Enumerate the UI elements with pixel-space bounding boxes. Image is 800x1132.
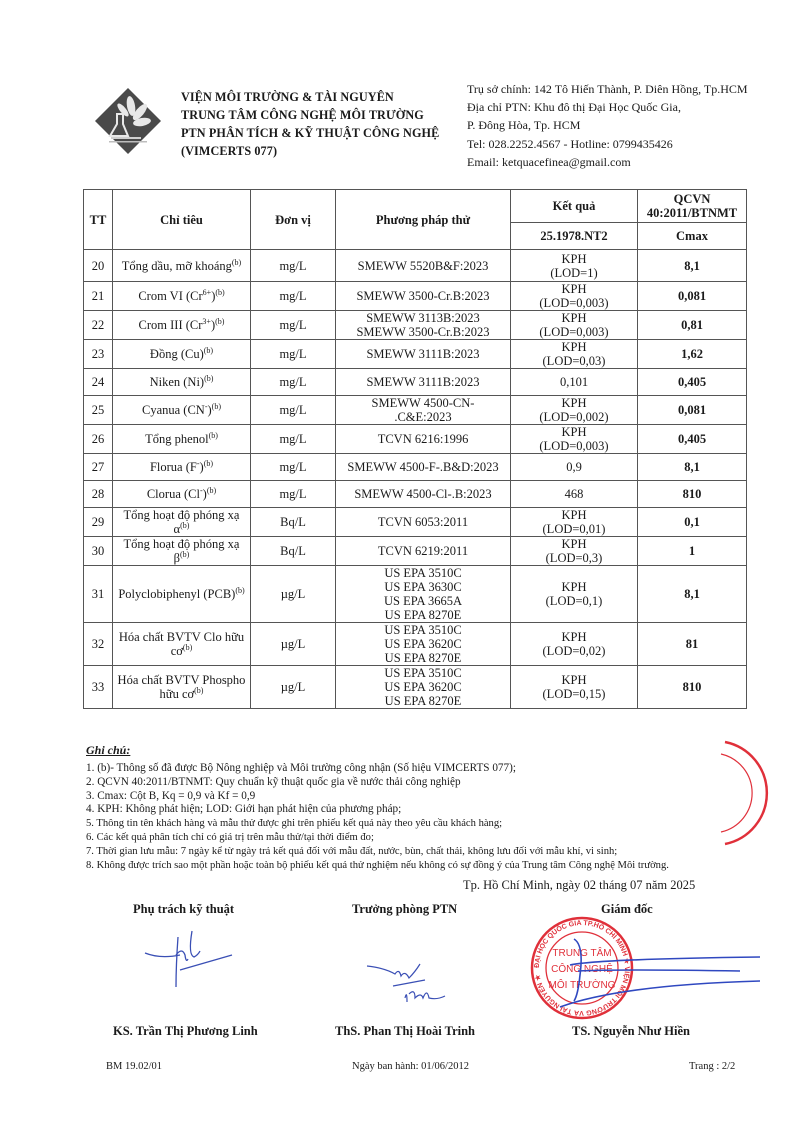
test-method <box>336 508 511 537</box>
header-cmax: Cmax <box>638 223 747 250</box>
method-line: SMEWW 3111B:2023 <box>366 347 480 361</box>
test-method <box>336 481 511 508</box>
row-number: 24 <box>84 369 113 396</box>
accreditation-mark: (b) <box>211 401 221 411</box>
accreditation-mark: (b) <box>215 316 225 326</box>
organization-logo <box>95 88 161 154</box>
stamp-center-text: CÔNG NGHỆ <box>551 964 613 975</box>
table-row <box>84 396 747 425</box>
result-value <box>511 566 638 623</box>
signer-name-director: TS. Nguyễn Như Hiền <box>572 1024 690 1038</box>
method-line: SMEWW 5520B&F:2023 <box>357 258 489 273</box>
row-number: 31 <box>84 566 113 623</box>
org-line: (VIMCERTS 077) <box>181 144 278 158</box>
unit: mg/L <box>251 425 336 454</box>
test-method <box>336 282 511 311</box>
result-value <box>511 666 638 709</box>
method-line: US EPA 3620C <box>384 637 462 651</box>
header-result: Kết quả <box>511 190 638 223</box>
unit: Bq/L <box>251 508 336 537</box>
result-value <box>511 508 638 537</box>
result-line: (LOD=0,02) <box>542 644 606 658</box>
result-line: 0,101 <box>559 375 589 389</box>
test-method <box>336 537 511 566</box>
indicator-name <box>113 566 251 623</box>
indicator-text: Tổng hoạt độ phóng xạ β <box>123 537 240 565</box>
table-row <box>84 454 747 481</box>
method-line: TCVN 6216:1996 <box>377 432 469 446</box>
contact-address: Trụ sở chính: 142 Tô Hiến Thành, P. Diên Hồng, Tp.HCM <box>467 82 748 96</box>
accreditation-mark: (b) <box>235 585 245 595</box>
org-line: TRUNG TÂM CÔNG NGHỆ MÔI TRƯỜNG <box>181 108 424 122</box>
contact-lab-address-2: P. Đông Hòa, Tp. HCM <box>467 118 581 133</box>
signature-director <box>560 935 760 1020</box>
row-number: 27 <box>84 454 113 481</box>
indicator-name <box>113 396 251 425</box>
table-row <box>84 340 747 369</box>
result-line: KPH <box>561 630 587 644</box>
indicator-text: Hóa chất BVTV Clo hữu cơ <box>118 630 245 658</box>
ion-charge: 6+ <box>202 287 212 297</box>
header-method: Phương pháp thử <box>336 190 511 250</box>
method-line: TCVN 6053:2011 <box>377 515 469 529</box>
indicator-text: Niken (Ni) <box>149 375 205 389</box>
method-line: SMEWW 3111B:2023 <box>366 375 480 389</box>
result-line: (LOD=0,002) <box>539 410 609 424</box>
contact-lab-address: Địa chỉ PTN: Khu đô thị Đại Học Quốc Gia, <box>467 100 681 115</box>
method-line: US EPA 3510C <box>384 566 462 580</box>
row-number: 25 <box>84 396 113 425</box>
row-number: 33 <box>84 666 113 709</box>
test-method <box>336 454 511 481</box>
unit: µg/L <box>251 566 336 623</box>
result-line: KPH <box>561 251 587 266</box>
result-value <box>511 311 638 340</box>
indicator-name <box>113 623 251 666</box>
indicator-name <box>113 666 251 709</box>
indicator-name <box>113 369 251 396</box>
result-line: (LOD=0,1) <box>545 594 603 608</box>
indicator-text: ) <box>211 289 216 303</box>
signer-title-director: Giám đốc <box>601 902 653 916</box>
unit: mg/L <box>251 481 336 508</box>
accreditation-mark: (b) <box>194 685 204 695</box>
method-line: SMEWW 3500-Cr.B:2023 <box>356 325 490 339</box>
method-line: US EPA 3510C <box>384 623 462 637</box>
accreditation-mark: (b) <box>203 345 214 355</box>
table-row <box>84 282 747 311</box>
signer-title-lab-head: Trưởng phòng PTN <box>352 902 458 916</box>
result-line: (LOD=0,03) <box>542 354 606 368</box>
accreditation-mark: (b) <box>215 287 225 297</box>
indicator-name <box>113 282 251 311</box>
test-method <box>336 311 511 340</box>
indicator-text: Tổng phenol <box>145 432 209 446</box>
indicator-text: ) <box>210 318 216 332</box>
result-line: (LOD=0,01) <box>542 522 606 536</box>
indicator-name <box>113 311 251 340</box>
result-line: KPH <box>561 673 587 687</box>
unit: Bq/L <box>251 537 336 566</box>
signing-date: Tp. Hồ Chí Minh, ngày 02 tháng 07 năm 2025 <box>463 878 696 892</box>
signature-lab-head <box>365 958 465 1023</box>
results-table <box>83 189 747 709</box>
result-line: 468 <box>564 487 584 501</box>
result-value <box>511 425 638 454</box>
row-number: 20 <box>84 250 113 282</box>
cmax-limit: 0,081 <box>638 396 747 425</box>
accreditation-mark: (b) <box>204 373 214 383</box>
indicator-name <box>113 250 251 282</box>
indicator-name <box>113 537 251 566</box>
unit: mg/L <box>251 369 336 396</box>
flask-leaf-logo-icon <box>95 88 161 154</box>
result-line: KPH <box>561 537 587 551</box>
ion-charge: 3+ <box>202 316 211 326</box>
note-item: 4. KPH: Không phát hiện; LOD: Giới hạn phát hiện của phương pháp; <box>86 803 402 816</box>
indicator-text: Florua (F <box>149 460 197 474</box>
header-sample-code: 25.1978.NT2 <box>511 223 638 250</box>
note-item: 2. QCVN 40:2011/BTNMT: Quy chuẩn kỹ thuật quốc gia về nước thải công nghiệp <box>86 775 461 788</box>
row-number: 21 <box>84 282 113 311</box>
method-line: SMEWW 3113B:2023 <box>366 311 480 325</box>
indicator-name <box>113 454 251 481</box>
stamp-ring-path: ĐẠI HỌC QUỐC GIA TP.HỒ CHÍ MINH ★ VIỆN MÔI TRƯỜNG VÀ TÀI NGUYÊN ★ <box>533 919 631 1017</box>
cmax-limit: 0,081 <box>638 282 747 311</box>
method-line: SMEWW 4500-F-.B&D:2023 <box>347 460 499 474</box>
test-method <box>336 396 511 425</box>
header-tt: TT <box>84 190 113 250</box>
accreditation-mark: (b) <box>203 458 214 468</box>
unit: mg/L <box>251 311 336 340</box>
result-line: (LOD=0,3) <box>545 551 603 565</box>
table-row <box>84 250 747 282</box>
method-line: US EPA 8270E <box>384 608 462 622</box>
accreditation-mark: (b) <box>180 549 190 559</box>
cmax-limit: 8,1 <box>638 454 747 481</box>
unit: mg/L <box>251 454 336 481</box>
note-item: 5. Thông tin tên khách hàng và mẫu thử được ghi trên phiếu kết quả này theo yêu cầu khách hàng; <box>86 818 503 830</box>
org-line: VIỆN MÔI TRƯỜNG & TÀI NGUYÊN <box>181 90 394 104</box>
unit: mg/L <box>251 340 336 369</box>
contact-phone: Tel: 028.2252.4567 - Hotline: 0799435426 <box>467 136 673 151</box>
table-row <box>84 508 747 537</box>
issue-date: Ngày ban hành: 01/06/2012 <box>352 1061 469 1072</box>
row-number: 32 <box>84 623 113 666</box>
result-line: KPH <box>561 282 587 296</box>
note-item-cmax: 3. Cmax: Cột B, Kq = 0,9 và Kf = 0,9 <box>86 789 256 802</box>
result-value <box>511 396 638 425</box>
result-line: KPH <box>561 425 587 439</box>
result-line: KPH <box>561 508 587 522</box>
method-line: US EPA 8270E <box>384 694 462 708</box>
cmax-limit: 0,81 <box>638 311 747 340</box>
form-code: BM 19.02/01 <box>106 1061 163 1072</box>
ion-charge: - <box>196 458 200 468</box>
unit: µg/L <box>251 666 336 709</box>
indicator-text: Cyanua (CN <box>141 403 205 417</box>
accreditation-mark: (b) <box>182 642 193 652</box>
method-line: .C&E:2023 <box>394 410 452 424</box>
accreditation-mark: (b) <box>231 257 242 267</box>
result-value <box>511 250 638 282</box>
method-line: US EPA 3620C <box>384 680 462 694</box>
result-line: (LOD=0,003) <box>539 439 609 453</box>
row-number: 23 <box>84 340 113 369</box>
cmax-limit: 810 <box>638 666 747 709</box>
result-line: 0,9 <box>566 460 582 474</box>
result-line: (LOD=0,003) <box>539 296 609 310</box>
indicator-text: ) <box>207 403 212 417</box>
note-item: 7. Thời gian lưu mẫu: 7 ngày kể từ ngày trả kết quả đối với mẫu đất, nước, bùn, chất thải, không lưu đối với mẫu khí, vi sinh; <box>86 845 618 857</box>
note-item: 8. Không được trích sao một phần hoặc toàn bộ phiếu kết quả thử nghiệm nếu không có sự đồng ý của Trung tâm Công nghệ Môi trường. <box>86 859 669 871</box>
seal-stamp-partial <box>705 738 795 853</box>
indicator-text: Tổng dầu, mỡ khoáng <box>121 258 232 273</box>
accreditation-mark: (b) <box>208 430 218 440</box>
cmax-limit: 1 <box>638 537 747 566</box>
indicator-name <box>113 425 251 454</box>
test-method <box>336 369 511 396</box>
unit: µg/L <box>251 623 336 666</box>
signer-name-technical: KS. Trần Thị Phương Linh <box>113 1024 258 1038</box>
note-item: 6. Các kết quả phân tích chỉ có giá trị trên mẫu thử/tại thời điểm đo; <box>86 831 374 843</box>
indicator-text: ) <box>199 460 204 474</box>
indicator-text: ) <box>202 487 207 501</box>
result-line: KPH <box>561 340 587 354</box>
method-line: US EPA 3510C <box>384 666 462 680</box>
cmax-limit: 0,1 <box>638 508 747 537</box>
cmax-limit: 8,1 <box>638 250 747 282</box>
indicator-text: Polyclobiphenyl (PCB) <box>118 587 236 601</box>
cmax-limit: 810 <box>638 481 747 508</box>
method-line: US EPA 3630C <box>384 580 462 594</box>
row-number: 30 <box>84 537 113 566</box>
contact-info <box>467 80 748 171</box>
accreditation-mark: (b) <box>180 520 190 530</box>
cmax-limit: 0,405 <box>638 369 747 396</box>
page-number: Trang : 2/2 <box>689 1061 736 1072</box>
result-line: (LOD=0,003) <box>539 325 609 339</box>
ion-charge: - <box>199 485 203 495</box>
note-item: 1. (b)- Thông số đã được Bộ Nông nghiệp và Môi trường công nhận (Số hiệu VIMCERTS 077); <box>86 762 516 774</box>
method-line: SMEWW 3500-Cr.B:2023 <box>356 289 490 303</box>
indicator-name <box>113 481 251 508</box>
test-method <box>336 250 511 282</box>
method-line: SMEWW 4500-Cl-.B:2023 <box>354 487 492 501</box>
test-method <box>336 340 511 369</box>
contact-email: Email: ketquacefinea@gmail.com <box>467 154 631 169</box>
cmax-limit: 8,1 <box>638 566 747 623</box>
method-line: US EPA 3665A <box>383 594 463 608</box>
table-row <box>84 537 747 566</box>
unit: mg/L <box>251 282 336 311</box>
result-value <box>511 282 638 311</box>
indicator-text: Hóa chất BVTV Phospho hữu cơ <box>117 673 246 701</box>
row-number: 29 <box>84 508 113 537</box>
unit: mg/L <box>251 396 336 425</box>
result-line: (LOD=0,15) <box>542 687 606 701</box>
result-line: KPH <box>561 580 587 594</box>
cmax-limit: 0,405 <box>638 425 747 454</box>
stamp-center-text: TRUNG TÂM <box>552 948 612 959</box>
method-line: TCVN 6219:2011 <box>377 544 469 558</box>
header-standard: QCVN 40:2011/BTNMT <box>638 190 747 223</box>
signer-name-lab-head: ThS. Phan Thị Hoài Trinh <box>335 1024 475 1038</box>
indicator-text: Crom III (Cr <box>138 318 203 332</box>
result-value <box>511 454 638 481</box>
table-row <box>84 369 747 396</box>
accreditation-mark: (b) <box>206 485 217 495</box>
table-row <box>84 623 747 666</box>
test-method <box>336 425 511 454</box>
table-row <box>84 666 747 709</box>
result-value <box>511 537 638 566</box>
indicator-text: Tổng hoạt độ phóng xạ α <box>123 508 240 536</box>
result-line: KPH <box>561 396 587 410</box>
indicator-name <box>113 340 251 369</box>
results-body <box>84 250 747 709</box>
result-value <box>511 623 638 666</box>
result-value <box>511 481 638 508</box>
result-line: (LOD=1) <box>550 265 598 280</box>
result-value <box>511 340 638 369</box>
indicator-text: Clorua (Cl <box>146 487 200 501</box>
row-number: 26 <box>84 425 113 454</box>
stamp-center-text: MÔI TRƯỜNG <box>548 980 616 991</box>
table-row <box>84 425 747 454</box>
header-unit: Đơn vị <box>251 190 336 250</box>
organization-name <box>181 88 439 160</box>
method-line: US EPA 8270E <box>384 651 462 665</box>
result-value <box>511 369 638 396</box>
notes-list <box>86 762 669 872</box>
indicator-text: Crom VI (Cr <box>138 289 203 303</box>
org-line: PTN PHÂN TÍCH & KỸ THUẬT CÔNG NGHỆ <box>181 126 440 140</box>
row-number: 22 <box>84 311 113 340</box>
indicator-name <box>113 508 251 537</box>
table-row <box>84 481 747 508</box>
result-line: KPH <box>561 311 587 325</box>
row-number: 28 <box>84 481 113 508</box>
header-indicator: Chỉ tiêu <box>113 190 251 250</box>
test-method <box>336 623 511 666</box>
unit: mg/L <box>251 250 336 282</box>
cmax-limit: 81 <box>638 623 747 666</box>
table-row <box>84 566 747 623</box>
test-method <box>336 666 511 709</box>
notes-title: Ghi chú: <box>86 743 131 757</box>
signature-technical <box>140 925 240 1000</box>
method-line: SMEWW 4500-CN- <box>371 396 475 410</box>
test-method <box>336 566 511 623</box>
signer-title-technical: Phụ trách kỹ thuật <box>133 902 235 916</box>
ion-charge: - <box>204 401 208 411</box>
cmax-limit: 1,62 <box>638 340 747 369</box>
indicator-text: Đồng (Cu) <box>149 347 204 361</box>
table-row <box>84 311 747 340</box>
